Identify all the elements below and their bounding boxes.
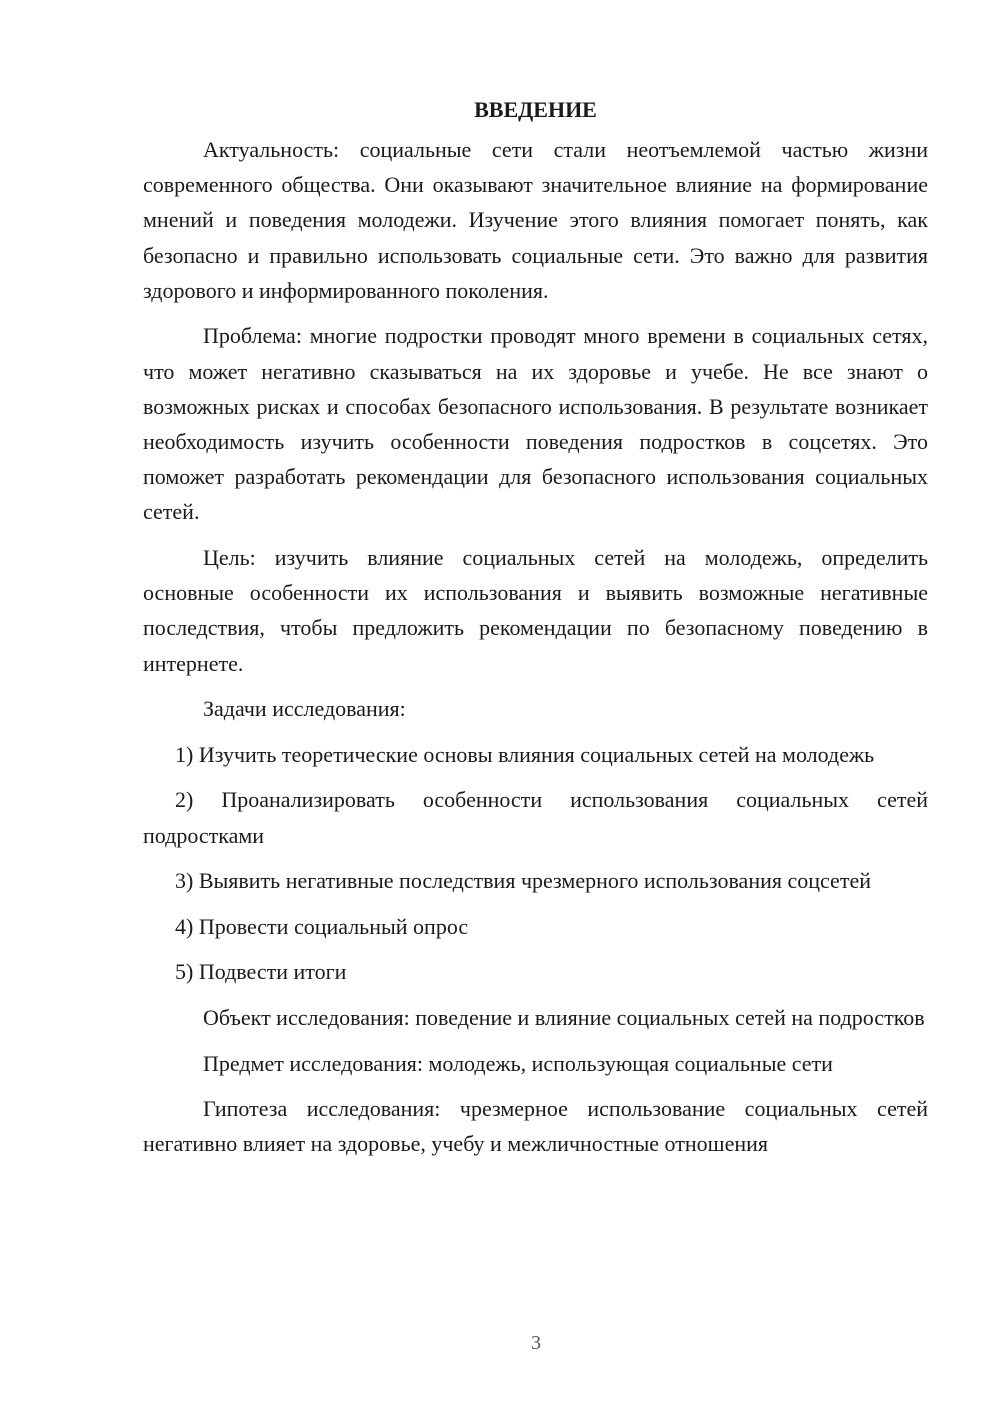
task-item: 4) Провести социальный опрос: [175, 913, 469, 939]
task-item: 1) Изучить теоретические основы влияния социальных сетей на молодежь: [175, 741, 875, 767]
relevance-paragraph: Актуальность: социальные сети стали неотъемлемой частью жизни современного общества. Они оказывают значительное влияние на формирование мнений и поведения молодежи. Изучение этого влияния помогает понять, как безопасно и правильно использовать социальные сети. Это важно для развития здорового и информированного поколения.: [143, 137, 928, 303]
task-item: 5) Подвести итоги: [175, 959, 347, 985]
object-paragraph: Объект исследования: поведение и влияние социальных сетей на подростков: [203, 1004, 925, 1030]
hypothesis-paragraph: Гипотеза исследования: чрезмерное использование социальных сетей негативно влияет на здоровье, учебу и межличностные отношения: [143, 1096, 928, 1157]
section-title: ВВЕДЕНИЕ: [474, 97, 597, 122]
page-number: 3: [531, 1332, 541, 1354]
tasks-heading: Задачи исследования:: [203, 696, 406, 722]
subject-paragraph: Предмет исследования: молодежь, использующая социальные сети: [203, 1050, 833, 1076]
task-item: 2) Проанализировать особенности использования социальных сетей подростками: [143, 787, 928, 848]
goal-paragraph: Цель: изучить влияние социальных сетей на молодежь, определить основные особенности их использования и выявить возможные негативные последствия, чтобы предложить рекомендации по безопасному поведению в интернете.: [143, 545, 928, 676]
task-item: 3) Выявить негативные последствия чрезмерного использования соцсетей: [175, 868, 871, 894]
document-page: [143, 92, 928, 1172]
problem-paragraph: Проблема: многие подростки проводят много времени в социальных сетях, что может негативно сказываться на их здоровье и учебе. Не все знают о возможных рисках и способах безопасного использования. В результате возникает необходимость изучить особенности поведения подростков в соцсетях. Это поможет разработать рекомендации для безопасного использования социальных сетей.: [143, 323, 928, 525]
